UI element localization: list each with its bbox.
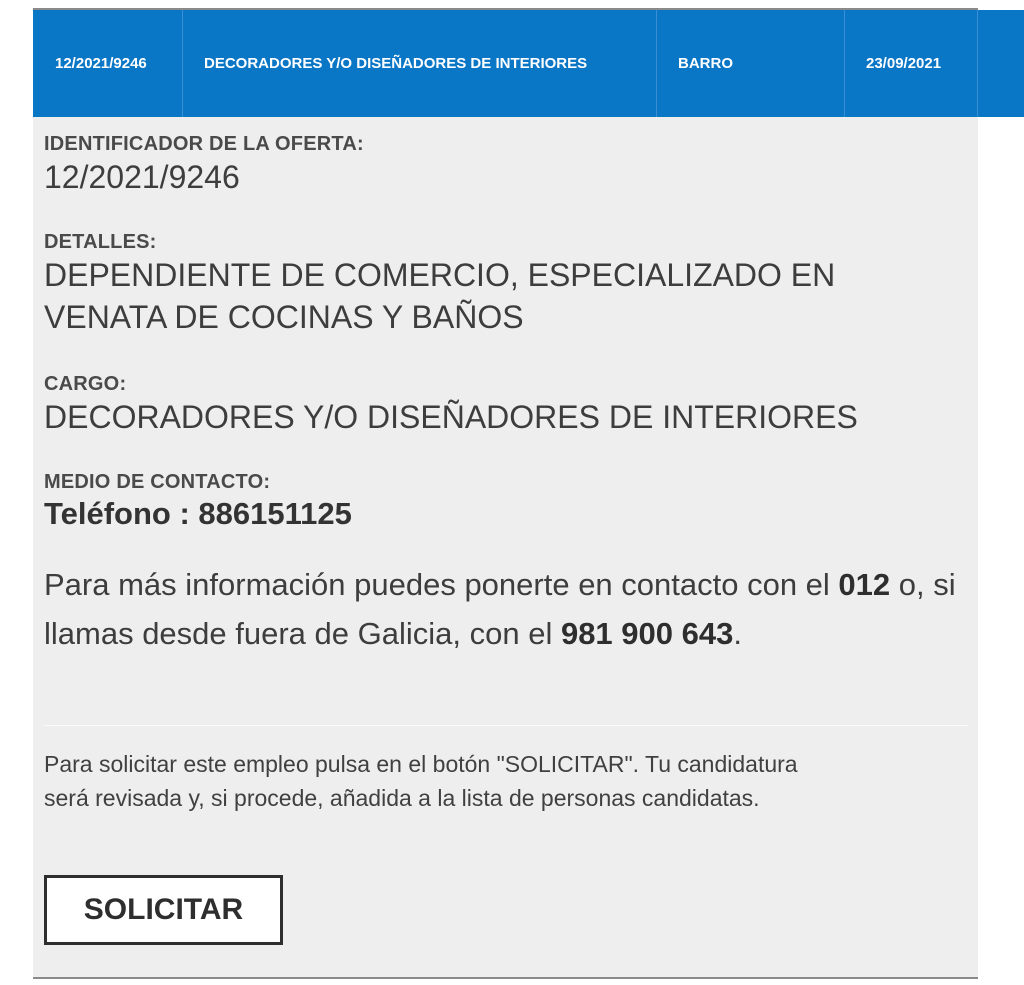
details-label: DETALLES: (44, 231, 157, 253)
bottom-divider (33, 977, 978, 979)
cargo-value: DECORADORES Y/O DISEÑADORES DE INTERIORES (44, 399, 858, 435)
details-value: DEPENDIENTE DE COMERCIO, ESPECIALIZADO EN VENATA DE COCINAS Y BAÑOS (44, 257, 836, 335)
info-text-part2: o, si llamas desde fuera de Galicia, con el (44, 567, 956, 651)
details-block (44, 230, 934, 338)
solicitar-button[interactable]: SOLICITAR (44, 875, 283, 945)
header-extra-cell (978, 10, 1024, 117)
apply-instructions: Para solicitar este empleo pulsa en el botón "SOLICITAR". Tu candidatura será revisada y, si procede, añadida a la lista de personas candidatas. (44, 751, 798, 811)
info-number-012: 012 (838, 567, 891, 602)
contact-phone: Teléfono : 886151125 (44, 496, 352, 531)
header-date: 23/09/2021 (845, 10, 978, 117)
offer-header-row[interactable] (33, 10, 1024, 117)
offer-id-value: 12/2021/9246 (44, 159, 240, 195)
info-text-part1: Para más información puedes ponerte en contacto con el (44, 567, 839, 602)
header-location: BARRO (657, 10, 845, 117)
header-offer-id: 12/2021/9246 (33, 10, 183, 117)
cargo-label: CARGO: (44, 373, 127, 395)
contact-label: MEDIO DE CONTACTO: (44, 471, 271, 493)
header-cargo: DECORADORES Y/O DISEÑADORES DE INTERIORES (183, 10, 657, 117)
offer-id-block (44, 132, 364, 198)
cargo-block (44, 372, 858, 438)
info-number-981: 981 900 643 (560, 616, 734, 651)
contact-block (44, 470, 352, 534)
section-divider (44, 725, 968, 726)
info-text-part3: . (733, 616, 742, 651)
offer-id-label: IDENTIFICADOR DE LA OFERTA: (44, 133, 364, 155)
more-info-text (44, 560, 994, 658)
